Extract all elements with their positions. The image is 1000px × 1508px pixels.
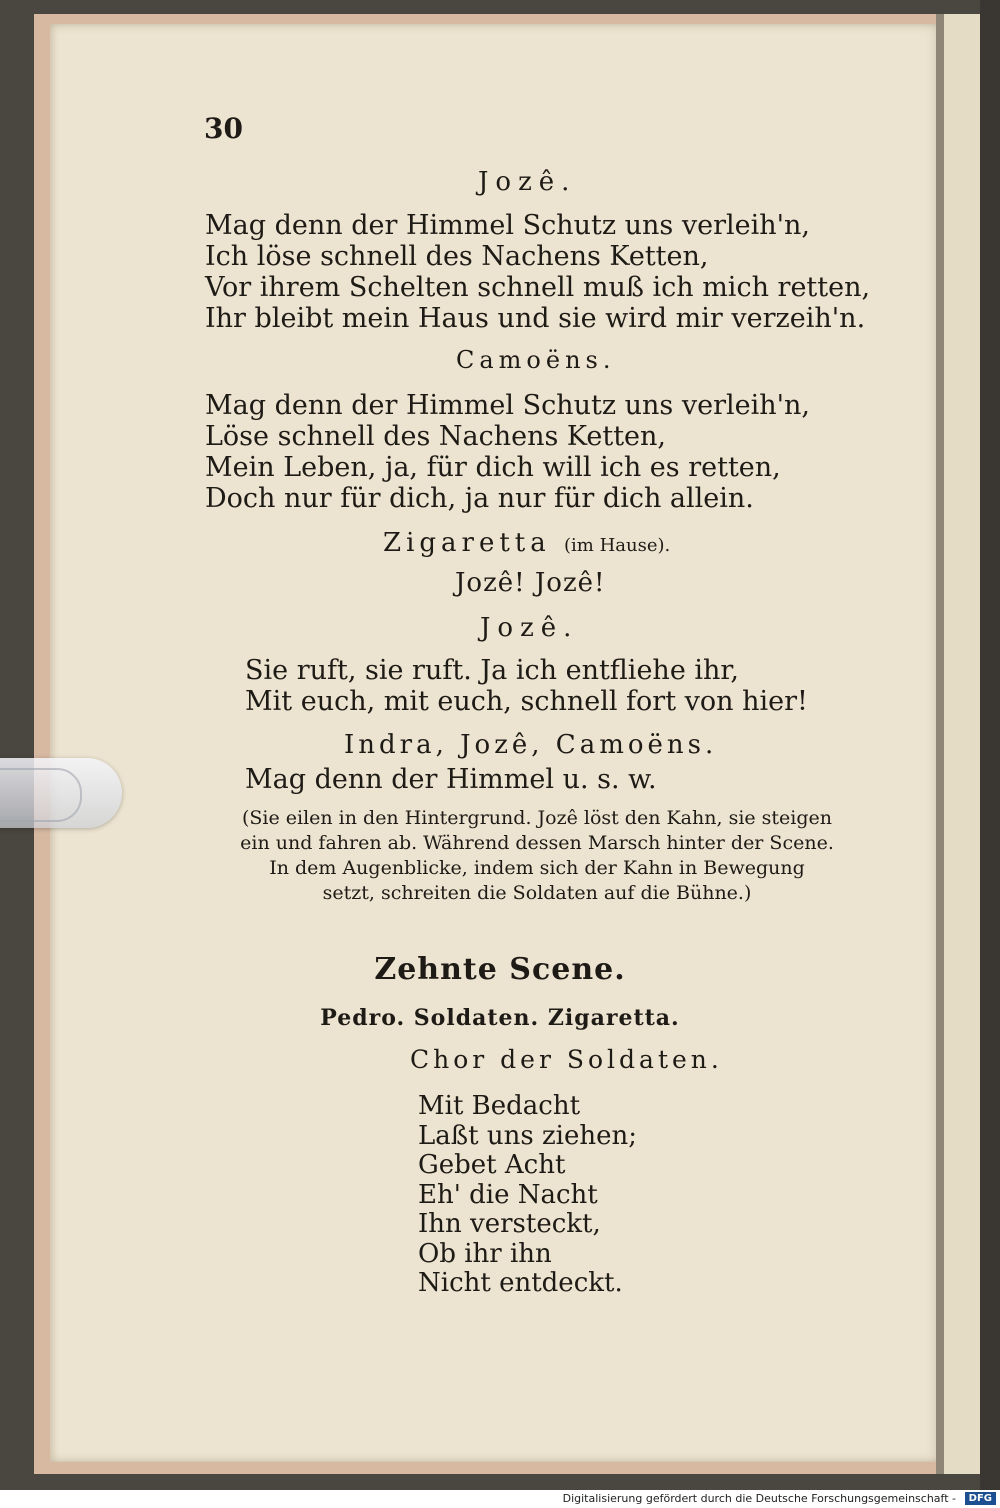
book-gutter bbox=[936, 14, 944, 1474]
verse-line: Ihr bleibt mein Haus und sie wird mir verzeih'n. bbox=[205, 303, 866, 334]
dfg-logo: DFG bbox=[965, 1492, 996, 1505]
verse-line: Vor ihrem Schelten schnell muß ich mich retten, bbox=[205, 272, 871, 303]
verse-line-ensemble: Mag denn der Himmel u. s. w. bbox=[245, 764, 657, 795]
verse-line: Ich löse schnell des Nachens Ketten, bbox=[205, 241, 709, 272]
scene-heading: Zehnte Scene. bbox=[374, 952, 626, 987]
verse-line: Doch nur für dich, ja nur für dich allein. bbox=[205, 483, 754, 514]
speaker-zigaretta bbox=[383, 528, 670, 558]
speaker-camoens: Camoëns. bbox=[456, 346, 616, 374]
digitization-footer bbox=[0, 1490, 1000, 1508]
stage-direction-inline: (im Hause). bbox=[564, 535, 671, 556]
verse-block-4 bbox=[245, 655, 808, 717]
verse-line: Mit euch, mit euch, schnell fort von hier! bbox=[245, 686, 808, 717]
footer-credit: Digitalisierung gefördert durch die Deutsche Forschungsgemeinschaft - bbox=[562, 1492, 956, 1505]
verse-line: Sie ruft, sie ruft. Ja ich entfliehe ihr, bbox=[245, 655, 739, 686]
speaker-name: Zigaretta bbox=[383, 528, 551, 558]
stage-direction-line: setzt, schreiten die Soldaten auf die Bühne.) bbox=[322, 882, 752, 904]
verse-block-1 bbox=[205, 210, 870, 334]
facing-page-edge bbox=[944, 14, 980, 1474]
verse-line: Laßt uns ziehen; bbox=[418, 1120, 637, 1151]
speaker-joze-2: Jozê. bbox=[480, 613, 579, 643]
verse-line: Mag denn der Himmel Schutz uns verleih'n, bbox=[205, 390, 811, 421]
stage-direction-line: In dem Augenblicke, indem sich der Kahn in Bewegung bbox=[269, 857, 805, 879]
chorus-verse bbox=[418, 1092, 637, 1299]
verse-line: Ihn versteckt, bbox=[418, 1209, 601, 1239]
page-clip-inner bbox=[0, 768, 82, 822]
verse-block-2 bbox=[205, 390, 810, 514]
verse-line: Mein Leben, ja, für dich will ich es retten, bbox=[205, 452, 781, 483]
stage-direction bbox=[214, 806, 860, 906]
verse-line: Gebet Acht bbox=[418, 1150, 566, 1180]
verse-line: Löse schnell des Nachens Ketten, bbox=[205, 421, 667, 452]
page-number: 30 bbox=[204, 112, 243, 145]
speaker-joze-1: Jozê. bbox=[478, 167, 577, 197]
speaker-chorus: Chor der Soldaten. bbox=[410, 1045, 723, 1074]
verse-line: Ob ihr ihn bbox=[418, 1238, 552, 1269]
speaker-ensemble: Indra, Jozê, Camoëns. bbox=[344, 730, 718, 760]
scene-characters: Pedro. Soldaten. Zigaretta. bbox=[320, 1005, 680, 1031]
verse-line: Nicht entdeckt. bbox=[418, 1268, 623, 1298]
verse-line: Mit Bedacht bbox=[418, 1091, 581, 1121]
stage-direction-line: ein und fahren ab. Während dessen Marsch hinter der Scene. bbox=[240, 832, 834, 854]
stage-direction-line: (Sie eilen in den Hintergrund. Jozê löst den Kahn, sie steigen bbox=[241, 807, 833, 829]
scan-border bbox=[980, 0, 1000, 1490]
verse-line: Mag denn der Himmel Schutz uns verleih'n, bbox=[205, 210, 811, 241]
page-clip bbox=[0, 758, 122, 828]
verse-line-call: Jozê! Jozê! bbox=[455, 568, 606, 598]
verse-line: Eh' die Nacht bbox=[418, 1179, 598, 1210]
